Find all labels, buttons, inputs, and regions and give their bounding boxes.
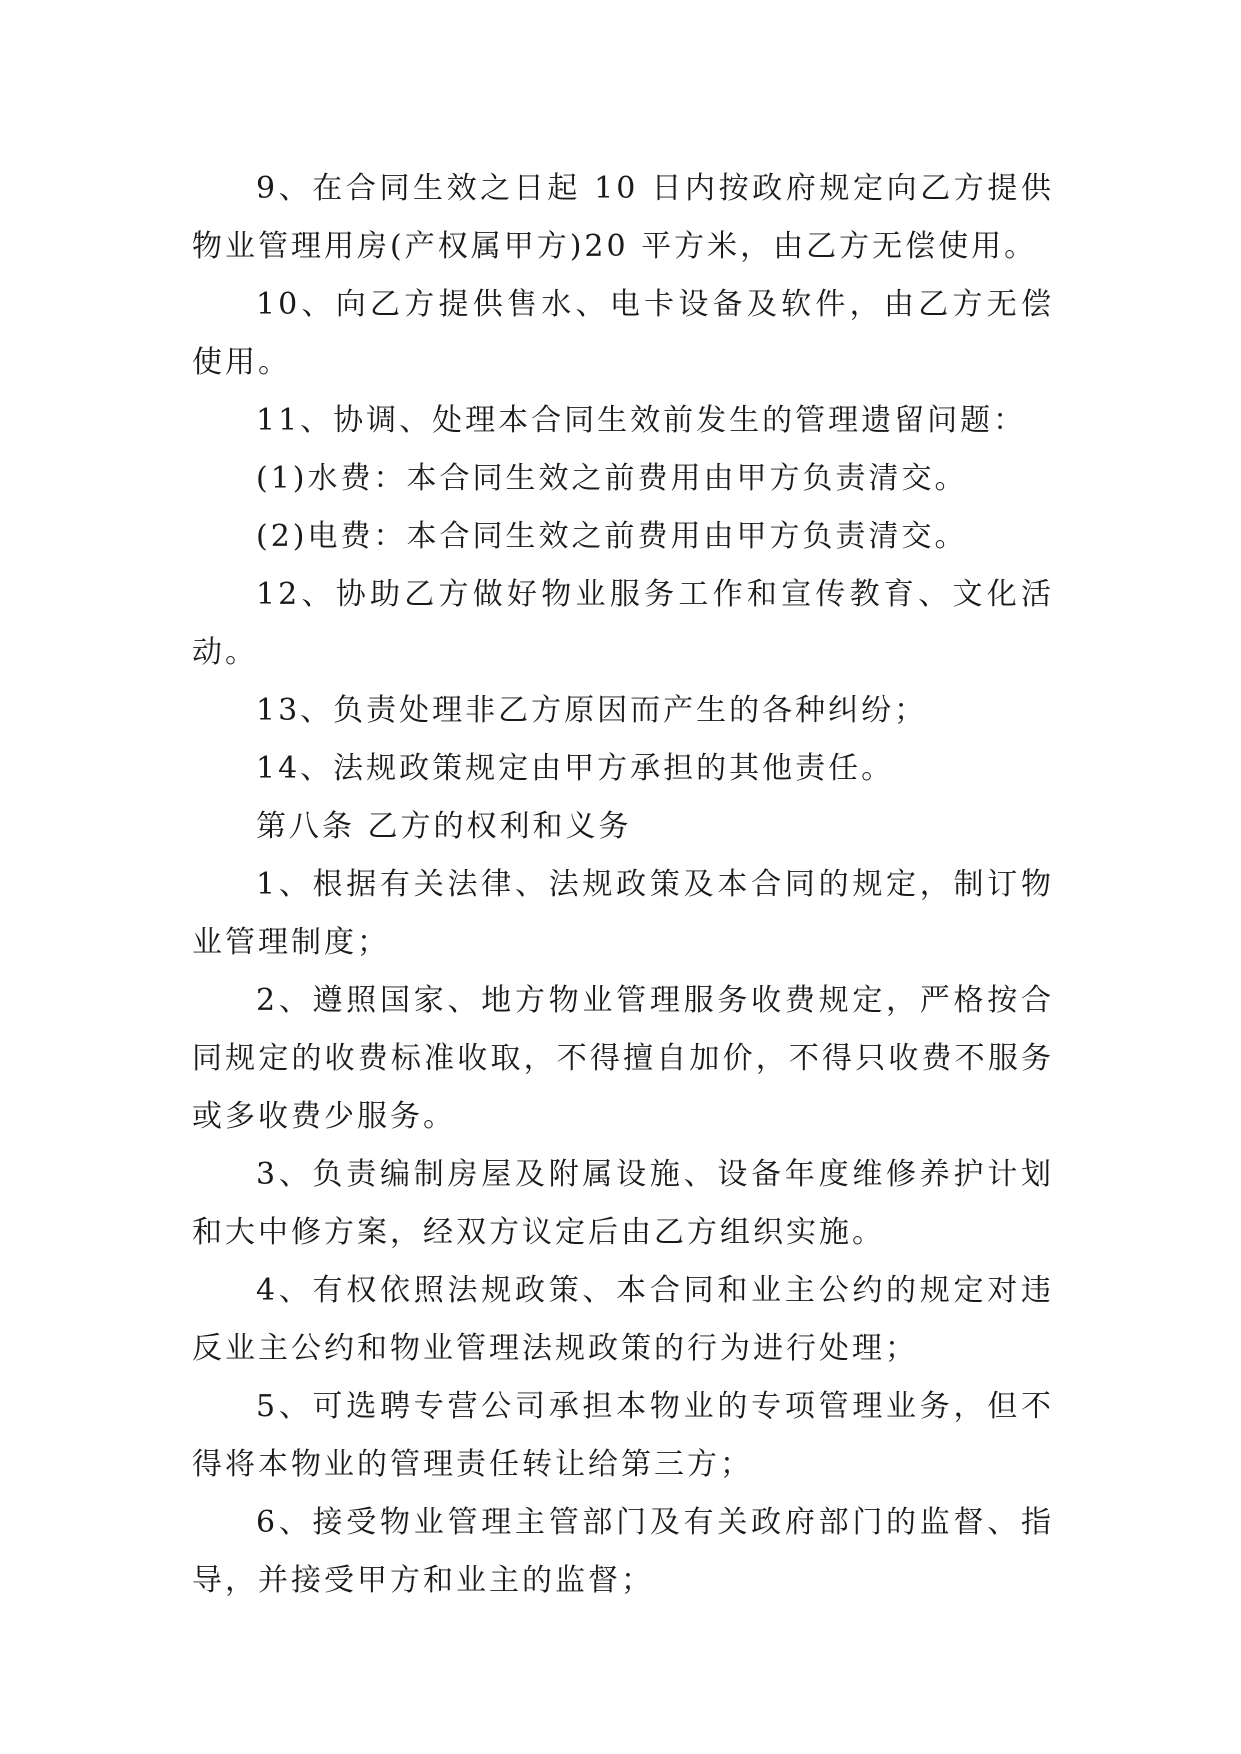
section-heading-article-8: 第八条 乙方的权利和义务 — [256, 809, 632, 844]
sub-item-electricity-fee: (2)电费：本合同生效之前费用由甲方负责清交。 — [256, 519, 968, 554]
paragraph-item-10: 10、向乙方提供售水、电卡设备及软件，由乙方无偿使用。 — [192, 287, 1054, 380]
article8-item-6: 6、接受物业管理主管部门及有关政府部门的监督、指导，并接受甲方和业主的监督； — [192, 1505, 1054, 1598]
article8-item-3: 3、负责编制房屋及附属设施、设备年度维修养护计划和大中修方案，经双方议定后由乙方组织实施。 — [192, 1157, 1054, 1250]
article8-item-1: 1、根据有关法律、法规政策及本合同的规定，制订物业管理制度； — [192, 867, 1054, 960]
paragraph-item-12: 12、协助乙方做好物业服务工作和宣传教育、文化活动。 — [192, 577, 1054, 670]
paragraph-item-13: 13、负责处理非乙方原因而产生的各种纠纷； — [256, 693, 928, 728]
sub-item-water-fee: (1)水费：本合同生效之前费用由甲方负责清交。 — [256, 461, 968, 496]
article8-item-2: 2、遵照国家、地方物业管理服务收费规定，严格按合同规定的收费标准收取，不得擅自加价，不得只收费不服务或多收费少服务。 — [192, 983, 1054, 1134]
article8-item-5: 5、可选聘专营公司承担本物业的专项管理业务，但不得将本物业的管理责任转让给第三方； — [192, 1389, 1054, 1482]
paragraph-item-11: 11、协调、处理本合同生效前发生的管理遗留问题： — [256, 403, 1027, 438]
paragraph-item-9: 9、在合同生效之日起 10 日内按政府规定向乙方提供物业管理用房(产权属甲方)20 平方米，由乙方无偿使用。 — [192, 171, 1054, 264]
article8-item-4: 4、有权依照法规政策、本合同和业主公约的规定对违反业主公约和物业管理法规政策的行为进行处理； — [192, 1273, 1054, 1366]
paragraph-item-14: 14、法规政策规定由甲方承担的其他责任。 — [256, 751, 895, 786]
document-body — [192, 160, 1054, 1610]
